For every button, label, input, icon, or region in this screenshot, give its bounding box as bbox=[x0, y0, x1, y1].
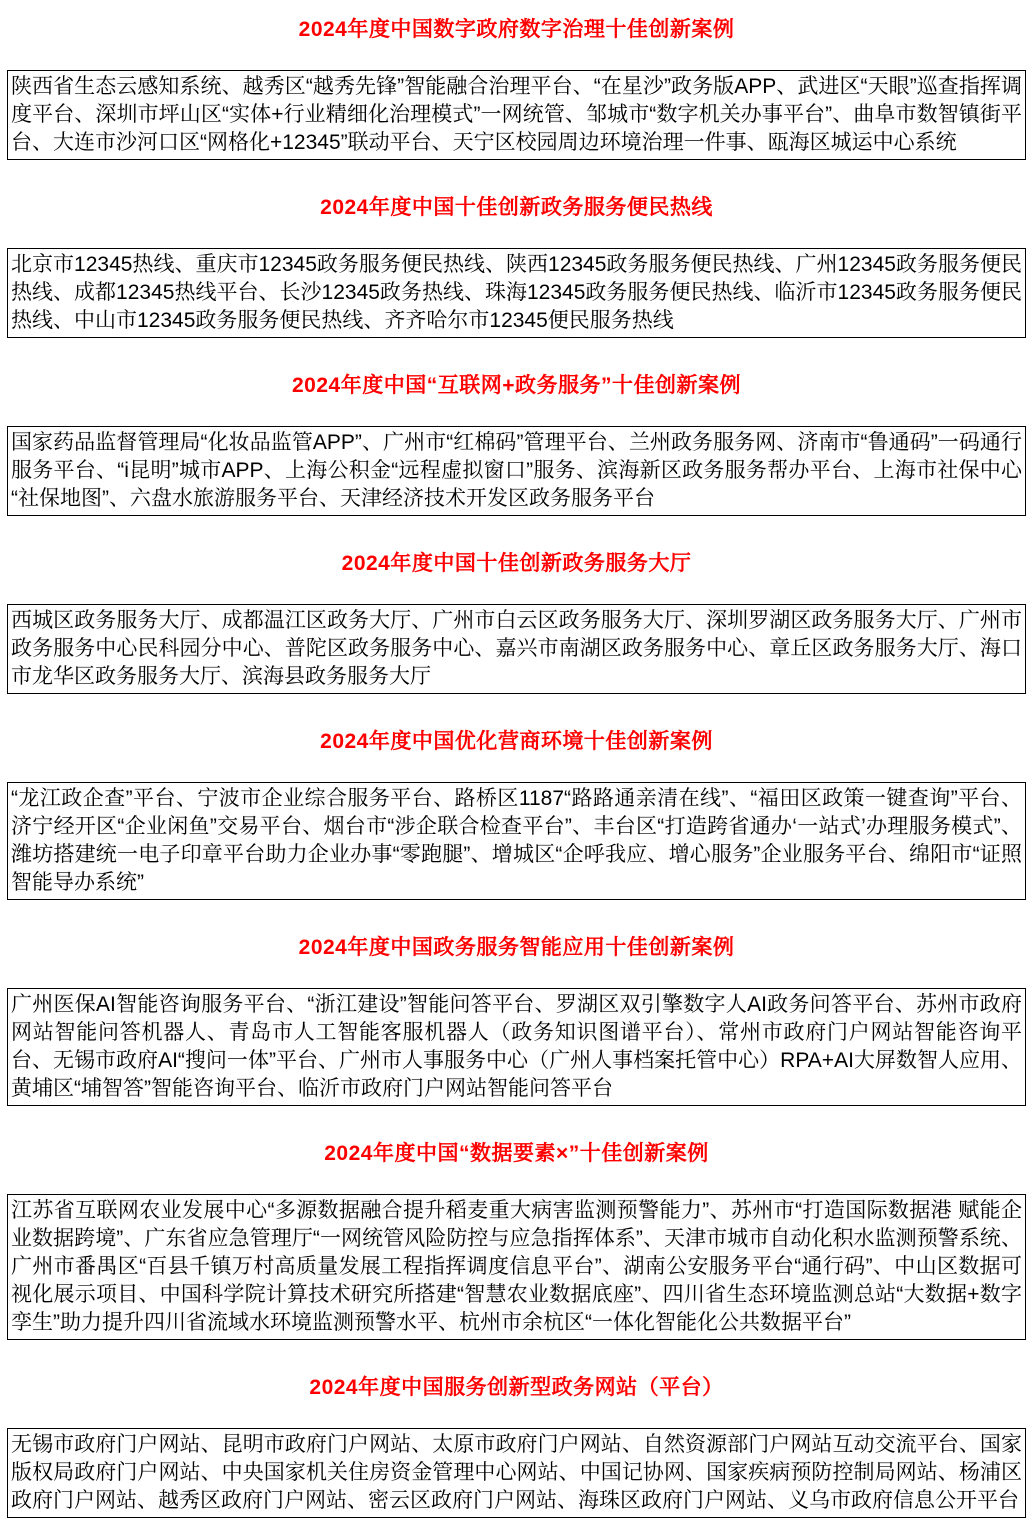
case-list: “龙江政企查”平台、宁波市企业综合服务平台、路桥区1187“路路通亲清在线”、“福田区政策一键查询”平台、济宁经开区“企业闲鱼”交易平台、烟台市“涉企联合检查平台”、丰台区“打造跨省通办‘一站式’办理服务模式”、潍坊搭建统一电子印章平台助力企业办事“零跑腿”、增城区“企呼我应、增心服务”企业服务平台、绵阳市“证照智能导办系统” bbox=[7, 782, 1026, 900]
section-title: 2024年度中国服务创新型政务网站（平台） bbox=[309, 1376, 724, 1399]
section-title: 2024年度中国十佳创新政务服务大厅 bbox=[341, 552, 692, 575]
section-service-halls bbox=[7, 547, 1026, 694]
section-business-environment bbox=[7, 725, 1026, 900]
section-data-elements bbox=[7, 1137, 1026, 1340]
case-list: 陕西省生态云感知系统、越秀区“越秀先锋”智能融合治理平台、“在星沙”政务版APP、武进区“天眼”巡查指挥调度平台、深圳市坪山区“实体+行业精细化治理模式”一网统管、邹城市“数字机关办事平台”、曲阜市数智镇街平台、大连市沙河口区“网格化+12345”联动平台、天宁区校园周边环境治理一件事、瓯海区城运中心系统 bbox=[7, 70, 1026, 160]
section-title: 2024年度中国优化营商环境十佳创新案例 bbox=[320, 730, 713, 753]
case-list: 无锡市政府门户网站、昆明市政府门户网站、太原市政府门户网站、自然资源部门户网站互动交流平台、国家版权局政府门户网站、中央国家机关住房资金管理中心网站、中国记协网、国家疾病预防控制局网站、杨浦区政府门户网站、越秀区政府门户网站、密云区政府门户网站、海珠区政府门户网站、义乌市政府信息公开平台 bbox=[7, 1428, 1026, 1518]
section-internet-plus-services bbox=[7, 369, 1026, 516]
section-digital-governance bbox=[7, 13, 1026, 160]
section-title: 2024年度中国“互联网+政务服务”十佳创新案例 bbox=[292, 374, 741, 397]
section-hotlines bbox=[7, 191, 1026, 338]
case-list: 北京市12345热线、重庆市12345政务服务便民热线、陕西12345政务服务便民热线、广州12345政务服务便民热线、成都12345热线平台、长沙12345政务热线、珠海12345政务服务便民热线、临沂市12345政务服务便民热线、中山市12345政务服务便民热线、齐齐哈尔市12345便民服务热线 bbox=[7, 248, 1026, 338]
case-list: 江苏省互联网农业发展中心“多源数据融合提升稻麦重大病害监测预警能力”、苏州市“打造国际数据港 赋能企业数据跨境”、广东省应急管理厅“一网统管风险防控与应急指挥体系”、天津市城市自动化积水监测预警系统、广州市番禺区“百县千镇万村高质量发展工程指挥调度信息平台”、湖南公安服务平台“通行码”、中山区数据可视化展示项目、中国科学院计算技术研究所搭建“智慧农业数据底座”、四川省生态环境监测总站“大数据+数字孪生”助力提升四川省流域水环境监测预警水平、杭州市余杭区“一体化智能化公共数据平台” bbox=[7, 1194, 1026, 1340]
section-title: 2024年度中国数字政府数字治理十佳创新案例 bbox=[298, 18, 735, 41]
section-title: 2024年度中国十佳创新政务服务便民热线 bbox=[320, 196, 713, 219]
section-intelligent-applications bbox=[7, 931, 1026, 1106]
case-list: 广州医保AI智能咨询服务平台、“浙江建设”智能问答平台、罗湖区双引擎数字人AI政务问答平台、苏州市政府网站智能问答机器人、青岛市人工智能客服机器人（政务知识图谱平台）、常州市政府门户网站智能咨询平台、无锡市政府AI“搜问一体”平台、广州市人事服务中心（广州人事档案托管中心）RPA+AI大屏数智人应用、黄埔区“埔智答”智能咨询平台、临沂市政府门户网站智能问答平台 bbox=[7, 988, 1026, 1106]
section-innovative-websites bbox=[7, 1371, 1026, 1518]
section-title: 2024年度中国“数据要素×”十佳创新案例 bbox=[324, 1142, 709, 1165]
case-list: 国家药品监督管理局“化妆品监管APP”、广州市“红棉码”管理平台、兰州政务服务网、济南市“鲁通码”一码通行服务平台、“i昆明”城市APP、上海公积金“远程虚拟窗口”服务、滨海新区政务服务帮办平台、上海市社保中心“社保地图”、六盘水旅游服务平台、天津经济技术开发区政务服务平台 bbox=[7, 426, 1026, 516]
case-list: 西城区政务服务大厅、成都温江区政务大厅、广州市白云区政务服务大厅、深圳罗湖区政务服务大厅、广州市政务服务中心民科园分中心、普陀区政务服务中心、嘉兴市南湖区政务服务中心、章丘区政务服务大厅、海口市龙华区政务服务大厅、滨海县政务服务大厅 bbox=[7, 604, 1026, 694]
section-title: 2024年度中国政务服务智能应用十佳创新案例 bbox=[298, 936, 735, 959]
